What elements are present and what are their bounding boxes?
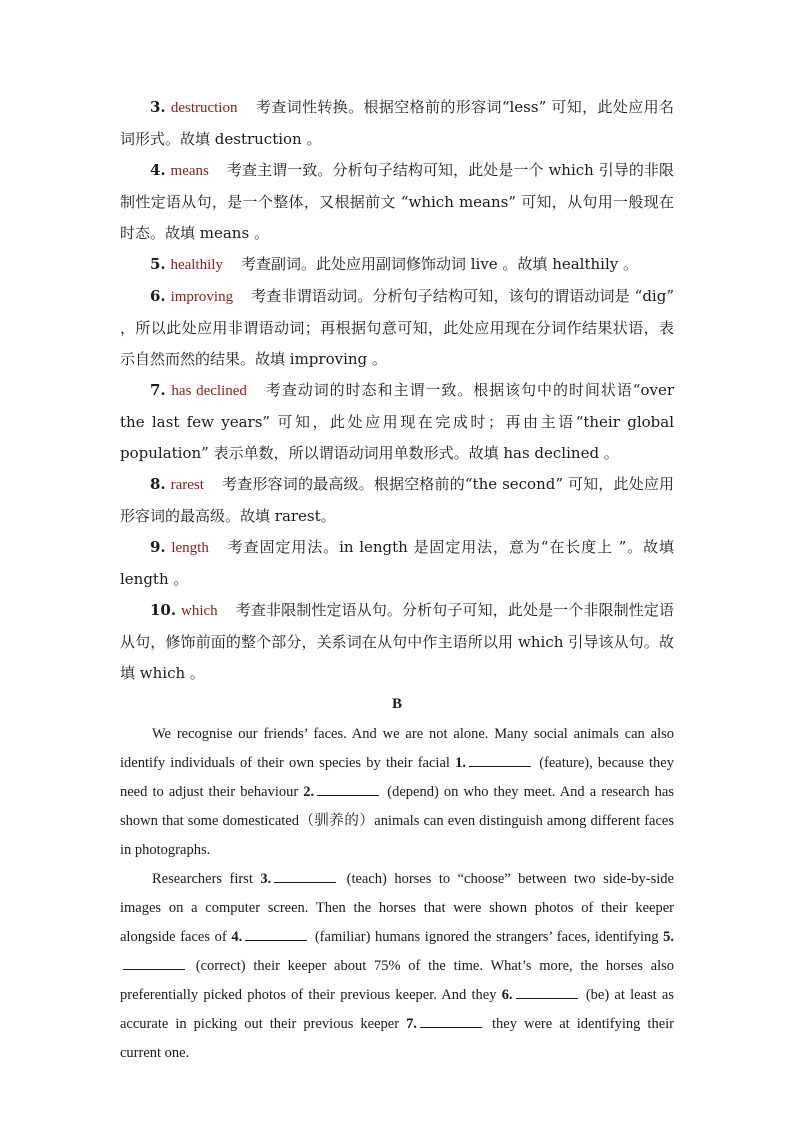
answer-explanation: 考查非谓语动词。分析句子结构可知，该句的谓语动词是 “dig” ，所以此处应用非谓语动词；再根据句意可知，此处应用现在分词作结果状语，表示自然而然的结果。故填 improving 。 xyxy=(120,287,674,368)
fill-in-blank[interactable] xyxy=(420,1013,482,1028)
passage-text: they were at identifying their current one. xyxy=(120,1016,674,1061)
answer-word: rarest xyxy=(170,477,204,493)
answer-explanation: 考查固定用法。in length 是固定用法，意为“在长度上 ”。故填 length 。 xyxy=(120,538,674,588)
passage-text: (familiar) humans ignored the strangers’ faces, identifying xyxy=(310,929,664,945)
answer-number: 9. xyxy=(150,538,166,556)
answer-word: means xyxy=(170,163,209,179)
passage-text: (correct) their keeper about 75% of the time. What’s more, the horses also preferentially picked photos of their previous keeper. And they xyxy=(120,958,674,1003)
answer-word: has declined xyxy=(171,383,247,399)
answer-item xyxy=(120,532,674,595)
passage-text: (depend) on who they meet. And a research has shown that some domesticated（驯养的）animals can even distinguish among different faces in photographs. xyxy=(120,784,674,858)
passage-text: We recognise our friends’ faces. And we are not alone. Many social animals can also identify individuals of their own species by their facial xyxy=(120,726,674,771)
answer-number: 3. xyxy=(150,98,166,116)
answer-item xyxy=(120,595,674,689)
blank-number: 4. xyxy=(231,929,243,945)
answer-word: improving xyxy=(170,289,234,305)
answer-explanation: 考查形容词的最高级。根据空格前的“the second” 可知，此处应用形容词的最高级。故填 rarest。 xyxy=(120,475,674,525)
answer-number: 7. xyxy=(150,381,166,399)
answer-explanation: 考查副词。此处应用副词修饰动词 live 。故填 healthily 。 xyxy=(240,255,639,273)
cloze-passage xyxy=(120,720,674,1068)
answer-list xyxy=(120,92,674,689)
blank-number: 6. xyxy=(501,987,513,1003)
fill-in-blank[interactable] xyxy=(469,752,531,767)
fill-in-blank[interactable] xyxy=(245,926,307,941)
fill-in-blank[interactable] xyxy=(123,955,185,970)
answer-word: length xyxy=(171,540,209,556)
answer-number: 10. xyxy=(150,601,177,619)
answer-explanation: 考查词性转换。根据空格前的形容词“less” 可知，此处应用名词形式。故填 destruction 。 xyxy=(120,98,674,148)
answer-word: healthily xyxy=(170,257,223,273)
answer-item xyxy=(120,375,674,469)
fill-in-blank[interactable] xyxy=(516,984,578,999)
answer-item xyxy=(120,92,674,155)
answer-number: 5. xyxy=(150,255,166,273)
passage-text: Researchers first xyxy=(152,871,261,887)
blank-number: 1. xyxy=(455,755,466,771)
answer-number: 4. xyxy=(150,161,166,179)
blank-number: 5. xyxy=(663,929,674,945)
fill-in-blank[interactable] xyxy=(274,868,336,883)
answer-word: destruction xyxy=(170,100,238,116)
blank-number: 3. xyxy=(260,871,272,887)
passage-paragraph xyxy=(120,865,674,1068)
answer-word: which xyxy=(181,603,218,619)
passage-text: (be) at least as accurate in picking out their previous keeper xyxy=(120,987,674,1032)
answer-item xyxy=(120,249,674,281)
answer-item xyxy=(120,155,674,249)
section-heading: B xyxy=(391,696,402,712)
passage-paragraph xyxy=(120,720,674,865)
answer-explanation: 考查动词的时态和主谓一致。根据该句中的时间状语“over the last few years” 可知，此处应用现在完成时；再由主语“their global population” 表示单数，所以谓语动词用单数形式。故填 has declined 。 xyxy=(120,381,674,462)
passage-text: (feature), because they need to adjust their behaviour xyxy=(120,755,674,800)
answer-number: 8. xyxy=(150,475,166,493)
fill-in-blank[interactable] xyxy=(317,781,379,796)
answer-item xyxy=(120,281,674,375)
passage-text: (teach) horses to “choose” between two side-by-side images on a computer screen. Then the horses that were shown photos of their keeper alongside faces of xyxy=(120,871,674,945)
blank-number: 7. xyxy=(406,1016,417,1032)
answer-explanation: 考查主谓一致。分析句子结构可知，此处是一个 which 引导的非限制性定语从句，是一个整体，又根据前文 “which means” 可知，从句用一般现在时态。故填 means 。 xyxy=(120,161,674,242)
answer-number: 6. xyxy=(150,287,166,305)
answer-explanation: 考查非限制性定语从句。分析句子可知，此处是一个非限制性定语从句，修饰前面的整个部分，关系词在从句中作主语所以用 which 引导该从句。故填 which 。 xyxy=(120,601,674,682)
answer-item xyxy=(120,469,674,532)
blank-number: 2. xyxy=(303,784,315,800)
